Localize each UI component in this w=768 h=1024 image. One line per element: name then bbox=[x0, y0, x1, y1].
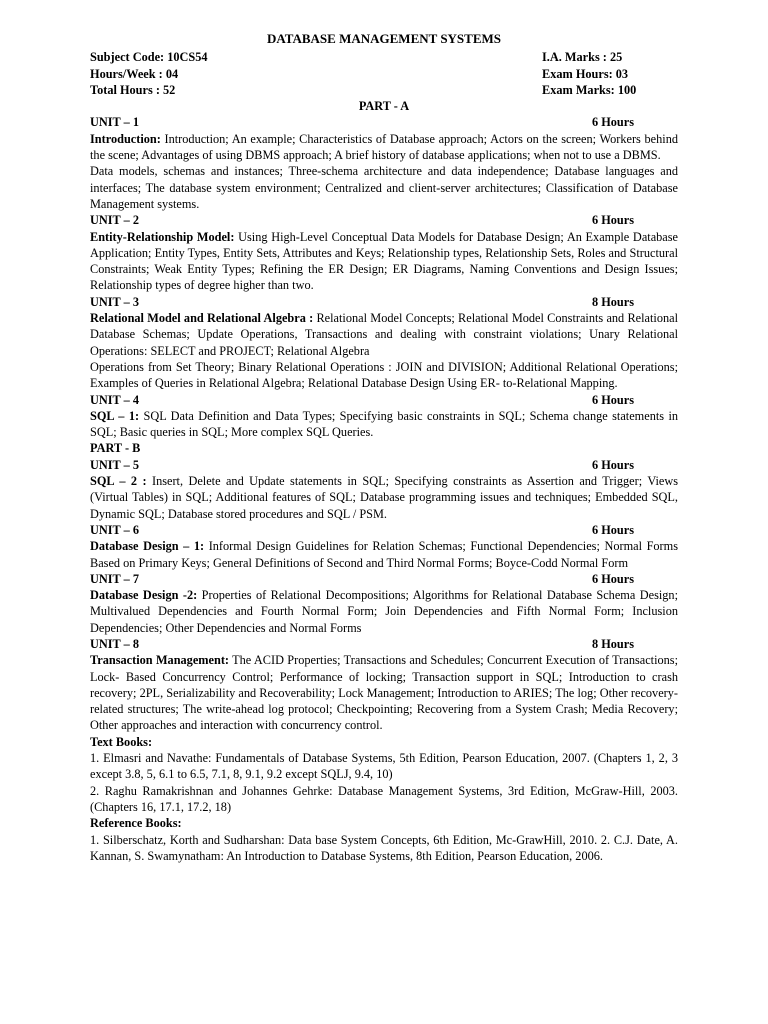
topic-text: Introduction; An example; Characteristics of Database approach; Actors on the screen; Workers behind the scene; Advantages of using DBMS approach; A brief history of database applications; when not to use a DBMS. bbox=[90, 131, 678, 163]
reference-books-heading: Reference Books: bbox=[90, 816, 182, 831]
topic-text: SQL Data Definition and Data Types; Specifying basic constraints in SQL; Schema change statements in SQL; Basic queries in SQL; More complex SQL Queries. bbox=[90, 408, 679, 440]
unit-heading bbox=[90, 522, 678, 538]
unit-label: UNIT – 8 bbox=[90, 636, 139, 651]
unit-label: UNIT – 3 bbox=[90, 294, 139, 309]
unit-label: UNIT – 5 bbox=[90, 457, 139, 472]
topic-lead: Database Design -2: bbox=[90, 588, 198, 603]
unit-hours: 8 Hours bbox=[591, 294, 634, 309]
meta-row bbox=[90, 49, 678, 65]
unit-hours: 6 Hours bbox=[591, 392, 634, 407]
unit-paragraph bbox=[90, 310, 678, 359]
text-book-entry: 2. Raghu Ramakrishnan and Johannes Gehrke: Database Management Systems, 3rd Edition, McGraw-Hill, 2003. (Chapters 16, 17.1, 17.2, 18) bbox=[90, 783, 678, 814]
unit-heading bbox=[90, 392, 678, 408]
text-books-heading: Text Books: bbox=[90, 734, 153, 749]
unit-paragraph bbox=[90, 408, 678, 441]
topic-text: Data models, schemas and instances; Three-schema architecture and data independence; Database languages and interfaces; The database system environment; Centralized and client-server architectures; Classification of Database Management systems. bbox=[90, 164, 678, 211]
topic-lead: Database Design – 1: bbox=[90, 539, 205, 554]
unit-hours: 8 Hours bbox=[591, 636, 634, 651]
topic-lead: SQL – 2 : bbox=[90, 474, 147, 489]
unit-paragraph bbox=[90, 229, 678, 294]
exam-marks: Exam Marks: 100 bbox=[542, 82, 637, 97]
topic-lead: Relational Model and Relational Algebra : bbox=[90, 311, 314, 326]
topic-text: Insert, Delete and Update statements in SQL; Specifying constraints as Assertion and Trigger; Views (Virtual Tables) in SQL; Additional features of SQL; Database programming issues and techniques; Embedded SQL, Dynamic SQL; Database stored procedures and SQL / PSM. bbox=[90, 474, 678, 521]
subject-code: Subject Code: 10CS54 bbox=[90, 50, 208, 65]
text-book-entry: 1. Elmasri and Navathe: Fundamentals of Database Systems, 5th Edition, Pearson Education, 2007. (Chapters 1, 2, 3 except 3.8, 5, 6.1 to 6.5, 7.1, 8, 9.1, 9.2 except SQLJ, 9.4, 10) bbox=[90, 751, 678, 782]
total-hours: Total Hours : 52 bbox=[90, 82, 176, 97]
document-title: DATABASE MANAGEMENT SYSTEMS bbox=[266, 31, 502, 46]
unit-paragraph bbox=[90, 587, 678, 636]
unit-label: UNIT – 1 bbox=[90, 115, 139, 130]
unit-heading bbox=[90, 457, 678, 473]
topic-lead: Transaction Management: bbox=[90, 653, 230, 668]
topic-text: Operations from Set Theory; Binary Relational Operations : JOIN and DIVISION; Additional Relational Operations; Examples of Queries in Relational Algebra; Relational Database Design Using ER- to-Relational Mapping. bbox=[90, 359, 678, 391]
unit-paragraph bbox=[90, 538, 678, 571]
topic-lead: Entity-Relationship Model: bbox=[90, 229, 235, 244]
unit-paragraph bbox=[90, 652, 678, 733]
unit-hours: 6 Hours bbox=[591, 522, 634, 537]
unit-label: UNIT – 7 bbox=[90, 571, 139, 586]
unit-heading bbox=[90, 294, 678, 310]
hours-per-week: Hours/Week : 04 bbox=[90, 66, 179, 81]
unit-paragraph bbox=[90, 163, 678, 212]
topic-lead: Introduction: bbox=[90, 131, 161, 146]
unit-hours: 6 Hours bbox=[591, 457, 634, 472]
unit-label: UNIT – 4 bbox=[90, 392, 139, 407]
unit-heading bbox=[90, 636, 678, 652]
syllabus-content bbox=[90, 31, 678, 864]
unit-paragraph bbox=[90, 473, 678, 522]
exam-hours: Exam Hours: 03 bbox=[542, 66, 629, 81]
topic-text: Properties of Relational Decompositions; Algorithms for Relational Database Schema Design; Multivalued Dependencies and Fourth Normal Form; Join Dependencies and Fifth Normal Form; Inclusion Dependencies; Other Dependencies and Normal Forms bbox=[90, 588, 678, 635]
unit-paragraph bbox=[90, 359, 678, 392]
reference-book-entries: 1. Silberschatz, Korth and Sudharshan: Data base System Concepts, 6th Edition, Mc-GrawHill, 2010. 2. C.J. Date, A. Kannan, S. Swamynatham: An Introduction to Database Systems, 8th Edition, Pearson Education, 2006. bbox=[90, 832, 678, 863]
topic-text: Relational Model Concepts; Relational Model Constraints and Relational Database Schemas; Update Operations, Transactions and dealing with constraint violations; Unary Relational Operations: SELECT and PROJECT; Relational Algebra bbox=[90, 311, 678, 358]
unit-paragraph bbox=[90, 131, 678, 164]
unit-heading bbox=[90, 212, 678, 228]
unit-hours: 6 Hours bbox=[591, 115, 634, 130]
topic-text: Using High-Level Conceptual Data Models for Database Design; An Example Database Application; Entity Types, Entity Sets, Attributes and Keys; Relationship types, Relationship Sets, Roles and Structural Constraints; Weak Entity Types; Refining the ER Design; ER Diagrams, Naming Conventions and Design Issues; Relationship types of degree higher than two. bbox=[90, 229, 678, 293]
topic-lead: SQL – 1: bbox=[90, 408, 140, 423]
unit-label: UNIT – 6 bbox=[90, 522, 139, 537]
meta-row bbox=[90, 82, 678, 98]
ia-marks: I.A. Marks : 25 bbox=[542, 50, 623, 65]
meta-row bbox=[90, 66, 678, 82]
part-b-heading: PART - B bbox=[90, 441, 141, 456]
topic-text: Informal Design Guidelines for Relation Schemas; Functional Dependencies; Normal Forms Based on Primary Keys; General Definitions of Second and Third Normal Forms; Boyce-Codd Normal Form bbox=[90, 539, 679, 570]
unit-hours: 6 Hours bbox=[591, 571, 634, 586]
unit-label: UNIT – 2 bbox=[90, 213, 139, 228]
unit-hours: 6 Hours bbox=[591, 213, 634, 228]
unit-heading bbox=[90, 571, 678, 587]
topic-text: The ACID Properties; Transactions and Schedules; Concurrent Execution of Transactions; Lock- Based Concurrency Control; Performance of locking; Transaction support in SQL; Introduction to crash recovery; 2PL, Serializability and Recoverability; Lock Management; Introduction to ARIES; The log; Other recovery-related structures; The write-ahead log protocol; Checkpointing; Recovering from a System Crash; Media Recovery; Other approaches and interaction with concurrency control. bbox=[90, 653, 678, 733]
part-a-heading: PART - A bbox=[358, 99, 410, 114]
unit-heading bbox=[90, 114, 678, 130]
